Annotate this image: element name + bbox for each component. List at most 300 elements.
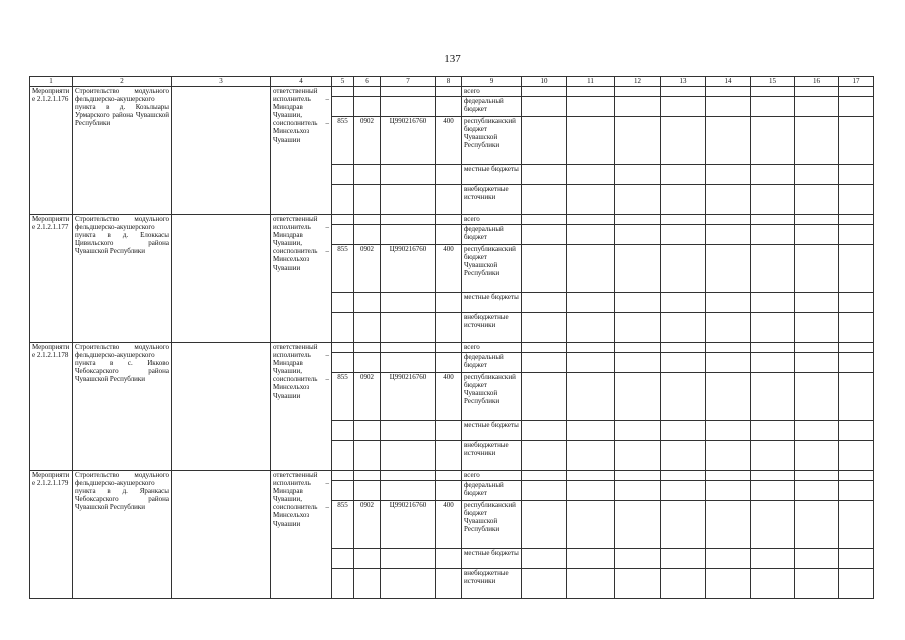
amount-cell-col11 bbox=[567, 117, 615, 165]
amount-cell-col17 bbox=[839, 569, 874, 599]
amount-cell-col16 bbox=[795, 481, 839, 501]
amount-cell-col11 bbox=[567, 313, 615, 343]
amount-cell-col14 bbox=[706, 353, 751, 373]
amount-cell-col14 bbox=[706, 313, 751, 343]
header-row bbox=[30, 77, 874, 87]
amount-cell-col14 bbox=[706, 165, 751, 185]
code-cell-empty bbox=[354, 569, 381, 599]
column-header-14: 14 bbox=[706, 77, 751, 87]
code-cell-empty bbox=[381, 421, 436, 441]
amount-cell-col10 bbox=[522, 225, 567, 245]
responsible-executor: ответственный исполнитель – Минздрав Чувашии, соисполнитель – Минсельхоз Чувашии bbox=[271, 343, 332, 471]
code-cell-empty bbox=[436, 225, 462, 245]
amount-cell-col11 bbox=[567, 165, 615, 185]
amount-cell-col15 bbox=[751, 185, 795, 215]
measure-id: Мероприятие 2.1.2.1.177 bbox=[30, 215, 73, 343]
amount-cell-col14 bbox=[706, 215, 751, 225]
amount-cell-col16 bbox=[795, 165, 839, 185]
financing-source: республиканский бюджет Чувашской Республики bbox=[462, 373, 522, 421]
amount-cell-col14 bbox=[706, 87, 751, 97]
amount-cell-col11 bbox=[567, 215, 615, 225]
amount-cell-col16 bbox=[795, 343, 839, 353]
financing-source: местные бюджеты bbox=[462, 165, 522, 185]
amount-cell-col14 bbox=[706, 225, 751, 245]
code-csr: Ц990216760 bbox=[381, 245, 436, 293]
code-cell-empty bbox=[354, 225, 381, 245]
amount-cell-col11 bbox=[567, 225, 615, 245]
code-cell-empty bbox=[436, 185, 462, 215]
amount-cell-col15 bbox=[751, 549, 795, 569]
amount-cell-col13 bbox=[661, 549, 706, 569]
code-cell-empty bbox=[354, 353, 381, 373]
code-cell-empty bbox=[354, 441, 381, 471]
amount-cell-col14 bbox=[706, 471, 751, 481]
amount-cell-col14 bbox=[706, 549, 751, 569]
table-row bbox=[30, 471, 874, 481]
amount-cell-col15 bbox=[751, 373, 795, 421]
amount-cell-col17 bbox=[839, 421, 874, 441]
amount-cell-col16 bbox=[795, 87, 839, 97]
amount-cell-col14 bbox=[706, 441, 751, 471]
amount-cell-col12 bbox=[615, 481, 661, 501]
amount-cell-col15 bbox=[751, 343, 795, 353]
amount-cell-col10 bbox=[522, 421, 567, 441]
code-cell-empty bbox=[436, 569, 462, 599]
code-rz-pr: 0902 bbox=[354, 245, 381, 293]
amount-cell-col15 bbox=[751, 471, 795, 481]
amount-cell-col17 bbox=[839, 97, 874, 117]
code-cell-empty bbox=[332, 481, 354, 501]
amount-cell-col11 bbox=[567, 481, 615, 501]
column-header-1: 1 bbox=[30, 77, 73, 87]
financing-source: внебюджетные источники bbox=[462, 441, 522, 471]
financing-source: всего bbox=[462, 87, 522, 97]
responsible-executor: ответственный исполнитель – Минздрав Чувашии, соисполнитель – Минсельхоз Чувашии bbox=[271, 215, 332, 343]
amount-cell-col10 bbox=[522, 549, 567, 569]
amount-cell-col10 bbox=[522, 353, 567, 373]
amount-cell-col13 bbox=[661, 225, 706, 245]
amount-cell-col17 bbox=[839, 549, 874, 569]
amount-cell-col11 bbox=[567, 501, 615, 549]
amount-cell-col11 bbox=[567, 549, 615, 569]
amount-cell-col15 bbox=[751, 117, 795, 165]
measure-name: Строительство модульного фельдшерско-акушерского пункта в д. Яранкасы Чебоксарского района Чувашской Республики bbox=[73, 471, 172, 599]
amount-cell-col11 bbox=[567, 471, 615, 481]
column-header-9: 9 bbox=[462, 77, 522, 87]
amount-cell-col16 bbox=[795, 185, 839, 215]
code-cell-empty bbox=[436, 471, 462, 481]
code-cell-empty bbox=[332, 215, 354, 225]
code-cell-empty bbox=[381, 481, 436, 501]
amount-cell-col12 bbox=[615, 185, 661, 215]
code-cell-empty bbox=[332, 549, 354, 569]
code-grbs: 855 bbox=[332, 501, 354, 549]
code-grbs: 855 bbox=[332, 245, 354, 293]
code-cell-empty bbox=[381, 165, 436, 185]
column-header-16: 16 bbox=[795, 77, 839, 87]
column-header-8: 8 bbox=[436, 77, 462, 87]
amount-cell-col15 bbox=[751, 293, 795, 313]
column-header-7: 7 bbox=[381, 77, 436, 87]
amount-cell-col10 bbox=[522, 117, 567, 165]
financing-source: республиканский бюджет Чувашской Республики bbox=[462, 117, 522, 165]
code-cell-empty bbox=[436, 293, 462, 313]
code-cell-empty bbox=[381, 97, 436, 117]
amount-cell-col15 bbox=[751, 97, 795, 117]
amount-cell-col13 bbox=[661, 441, 706, 471]
code-cell-empty bbox=[381, 343, 436, 353]
amount-cell-col10 bbox=[522, 569, 567, 599]
amount-cell-col17 bbox=[839, 245, 874, 293]
code-cell-empty bbox=[332, 87, 354, 97]
measure-col3 bbox=[172, 87, 271, 215]
measure-id: Мероприятие 2.1.2.1.179 bbox=[30, 471, 73, 599]
code-cell-empty bbox=[332, 293, 354, 313]
code-cell-empty bbox=[381, 87, 436, 97]
code-cell-empty bbox=[381, 441, 436, 471]
amount-cell-col17 bbox=[839, 343, 874, 353]
code-cell-empty bbox=[332, 313, 354, 343]
column-header-4: 4 bbox=[271, 77, 332, 87]
code-cell-empty bbox=[354, 185, 381, 215]
financing-source: всего bbox=[462, 471, 522, 481]
amount-cell-col13 bbox=[661, 293, 706, 313]
code-cell-empty bbox=[381, 293, 436, 313]
amount-cell-col14 bbox=[706, 481, 751, 501]
amount-cell-col13 bbox=[661, 215, 706, 225]
amount-cell-col16 bbox=[795, 569, 839, 599]
amount-cell-col10 bbox=[522, 471, 567, 481]
code-rz-pr: 0902 bbox=[354, 501, 381, 549]
amount-cell-col12 bbox=[615, 353, 661, 373]
amount-cell-col17 bbox=[839, 293, 874, 313]
financing-source: федеральный бюджет bbox=[462, 353, 522, 373]
amount-cell-col17 bbox=[839, 225, 874, 245]
code-cell-empty bbox=[332, 225, 354, 245]
table-row bbox=[30, 343, 874, 353]
amount-cell-col15 bbox=[751, 481, 795, 501]
amount-cell-col16 bbox=[795, 313, 839, 343]
table-row bbox=[30, 215, 874, 225]
amount-cell-col11 bbox=[567, 569, 615, 599]
code-vr: 400 bbox=[436, 117, 462, 165]
code-grbs: 855 bbox=[332, 373, 354, 421]
code-rz-pr: 0902 bbox=[354, 373, 381, 421]
amount-cell-col13 bbox=[661, 313, 706, 343]
amount-cell-col11 bbox=[567, 441, 615, 471]
financing-source: всего bbox=[462, 343, 522, 353]
amount-cell-col10 bbox=[522, 185, 567, 215]
code-cell-empty bbox=[354, 481, 381, 501]
code-cell-empty bbox=[381, 569, 436, 599]
column-header-2: 2 bbox=[73, 77, 172, 87]
code-cell-empty bbox=[332, 471, 354, 481]
amount-cell-col12 bbox=[615, 165, 661, 185]
amount-cell-col11 bbox=[567, 353, 615, 373]
amount-cell-col11 bbox=[567, 97, 615, 117]
amount-cell-col16 bbox=[795, 97, 839, 117]
amount-cell-col10 bbox=[522, 293, 567, 313]
amount-cell-col12 bbox=[615, 313, 661, 343]
amount-cell-col14 bbox=[706, 343, 751, 353]
amount-cell-col11 bbox=[567, 421, 615, 441]
amount-cell-col14 bbox=[706, 97, 751, 117]
amount-cell-col14 bbox=[706, 569, 751, 599]
amount-cell-col14 bbox=[706, 501, 751, 549]
amount-cell-col13 bbox=[661, 87, 706, 97]
financing-source: внебюджетные источники bbox=[462, 313, 522, 343]
financing-source: федеральный бюджет bbox=[462, 225, 522, 245]
amount-cell-col14 bbox=[706, 293, 751, 313]
code-cell-empty bbox=[436, 343, 462, 353]
amount-cell-col11 bbox=[567, 185, 615, 215]
code-cell-empty bbox=[381, 225, 436, 245]
amount-cell-col16 bbox=[795, 441, 839, 471]
amount-cell-col13 bbox=[661, 373, 706, 421]
column-header-5: 5 bbox=[332, 77, 354, 87]
code-cell-empty bbox=[332, 569, 354, 599]
financing-source: местные бюджеты bbox=[462, 293, 522, 313]
amount-cell-col12 bbox=[615, 441, 661, 471]
code-csr: Ц990216760 bbox=[381, 117, 436, 165]
amount-cell-col12 bbox=[615, 97, 661, 117]
code-cell-empty bbox=[332, 185, 354, 215]
amount-cell-col13 bbox=[661, 501, 706, 549]
financing-source: федеральный бюджет bbox=[462, 97, 522, 117]
code-cell-empty bbox=[436, 87, 462, 97]
amount-cell-col12 bbox=[615, 293, 661, 313]
program-measures-table bbox=[29, 76, 874, 599]
responsible-executor: ответственный исполнитель – Минздрав Чувашии, соисполнитель – Минсельхоз Чувашии bbox=[271, 87, 332, 215]
code-cell-empty bbox=[436, 353, 462, 373]
amount-cell-col16 bbox=[795, 245, 839, 293]
amount-cell-col17 bbox=[839, 185, 874, 215]
column-header-17: 17 bbox=[839, 77, 874, 87]
amount-cell-col15 bbox=[751, 353, 795, 373]
column-header-6: 6 bbox=[354, 77, 381, 87]
financing-source: федеральный бюджет bbox=[462, 481, 522, 501]
code-cell-empty bbox=[436, 165, 462, 185]
code-cell-empty bbox=[381, 185, 436, 215]
amount-cell-col15 bbox=[751, 569, 795, 599]
amount-cell-col15 bbox=[751, 421, 795, 441]
amount-cell-col12 bbox=[615, 245, 661, 293]
amount-cell-col10 bbox=[522, 343, 567, 353]
amount-cell-col17 bbox=[839, 353, 874, 373]
amount-cell-col12 bbox=[615, 549, 661, 569]
code-cell-empty bbox=[381, 215, 436, 225]
column-header-12: 12 bbox=[615, 77, 661, 87]
amount-cell-col17 bbox=[839, 501, 874, 549]
code-cell-empty bbox=[354, 87, 381, 97]
amount-cell-col10 bbox=[522, 165, 567, 185]
amount-cell-col17 bbox=[839, 87, 874, 97]
amount-cell-col12 bbox=[615, 501, 661, 549]
amount-cell-col10 bbox=[522, 313, 567, 343]
code-cell-empty bbox=[354, 343, 381, 353]
amount-cell-col12 bbox=[615, 569, 661, 599]
amount-cell-col14 bbox=[706, 245, 751, 293]
amount-cell-col14 bbox=[706, 117, 751, 165]
code-cell-empty bbox=[354, 549, 381, 569]
page-number: 137 bbox=[444, 53, 461, 65]
amount-cell-col12 bbox=[615, 87, 661, 97]
amount-cell-col17 bbox=[839, 117, 874, 165]
amount-cell-col13 bbox=[661, 481, 706, 501]
code-cell-empty bbox=[354, 313, 381, 343]
amount-cell-col14 bbox=[706, 421, 751, 441]
measure-col3 bbox=[172, 215, 271, 343]
financing-source: местные бюджеты bbox=[462, 421, 522, 441]
amount-cell-col10 bbox=[522, 441, 567, 471]
code-cell-empty bbox=[354, 421, 381, 441]
amount-cell-col16 bbox=[795, 471, 839, 481]
financing-source: республиканский бюджет Чувашской Республики bbox=[462, 501, 522, 549]
amount-cell-col12 bbox=[615, 215, 661, 225]
amount-cell-col10 bbox=[522, 245, 567, 293]
amount-cell-col13 bbox=[661, 569, 706, 599]
amount-cell-col15 bbox=[751, 245, 795, 293]
code-vr: 400 bbox=[436, 245, 462, 293]
column-header-13: 13 bbox=[661, 77, 706, 87]
amount-cell-col16 bbox=[795, 353, 839, 373]
code-cell-empty bbox=[436, 441, 462, 471]
amount-cell-col13 bbox=[661, 245, 706, 293]
column-header-15: 15 bbox=[751, 77, 795, 87]
code-cell-empty bbox=[436, 549, 462, 569]
measure-name: Строительство модульного фельдшерско-акушерского пункта в д. Елоккасы Цивильского района Чувашской Республики bbox=[73, 215, 172, 343]
amount-cell-col13 bbox=[661, 97, 706, 117]
code-cell-empty bbox=[436, 313, 462, 343]
financing-source: всего bbox=[462, 215, 522, 225]
amount-cell-col11 bbox=[567, 87, 615, 97]
measure-name: Строительство модульного фельдшерско-акушерского пункта в д. Козьлыары Урмарского района Чувашской Республики bbox=[73, 87, 172, 215]
code-cell-empty bbox=[381, 313, 436, 343]
amount-cell-col13 bbox=[661, 421, 706, 441]
code-cell-empty bbox=[354, 165, 381, 185]
financing-source: республиканский бюджет Чувашской Республики bbox=[462, 245, 522, 293]
financing-source: внебюджетные источники bbox=[462, 185, 522, 215]
amount-cell-col17 bbox=[839, 471, 874, 481]
table-row bbox=[30, 87, 874, 97]
amount-cell-col15 bbox=[751, 165, 795, 185]
financing-source: внебюджетные источники bbox=[462, 569, 522, 599]
amount-cell-col17 bbox=[839, 481, 874, 501]
amount-cell-col10 bbox=[522, 97, 567, 117]
amount-cell-col11 bbox=[567, 373, 615, 421]
column-header-3: 3 bbox=[172, 77, 271, 87]
code-cell-empty bbox=[436, 97, 462, 117]
table-header bbox=[30, 77, 874, 87]
amount-cell-col16 bbox=[795, 293, 839, 313]
amount-cell-col16 bbox=[795, 373, 839, 421]
code-cell-empty bbox=[332, 353, 354, 373]
measure-id: Мероприятие 2.1.2.1.176 bbox=[30, 87, 73, 215]
amount-cell-col16 bbox=[795, 421, 839, 441]
amount-cell-col11 bbox=[567, 343, 615, 353]
amount-cell-col12 bbox=[615, 421, 661, 441]
code-grbs: 855 bbox=[332, 117, 354, 165]
amount-cell-col13 bbox=[661, 343, 706, 353]
amount-cell-col10 bbox=[522, 215, 567, 225]
amount-cell-col16 bbox=[795, 117, 839, 165]
code-cell-empty bbox=[354, 293, 381, 313]
amount-cell-col17 bbox=[839, 441, 874, 471]
code-cell-empty bbox=[436, 215, 462, 225]
code-cell-empty bbox=[436, 481, 462, 501]
code-cell-empty bbox=[354, 215, 381, 225]
column-header-11: 11 bbox=[567, 77, 615, 87]
measure-col3 bbox=[172, 343, 271, 471]
measure-id: Мероприятие 2.1.2.1.178 bbox=[30, 343, 73, 471]
code-rz-pr: 0902 bbox=[354, 117, 381, 165]
amount-cell-col12 bbox=[615, 343, 661, 353]
code-cell-empty bbox=[332, 421, 354, 441]
financing-source: местные бюджеты bbox=[462, 549, 522, 569]
amount-cell-col15 bbox=[751, 225, 795, 245]
amount-cell-col13 bbox=[661, 117, 706, 165]
amount-cell-col16 bbox=[795, 549, 839, 569]
code-cell-empty bbox=[381, 353, 436, 373]
measure-col3 bbox=[172, 471, 271, 599]
code-cell-empty bbox=[332, 343, 354, 353]
amount-cell-col13 bbox=[661, 185, 706, 215]
amount-cell-col16 bbox=[795, 501, 839, 549]
amount-cell-col11 bbox=[567, 245, 615, 293]
amount-cell-col15 bbox=[751, 313, 795, 343]
code-cell-empty bbox=[354, 471, 381, 481]
amount-cell-col10 bbox=[522, 501, 567, 549]
code-csr: Ц990216760 bbox=[381, 373, 436, 421]
code-vr: 400 bbox=[436, 373, 462, 421]
code-csr: Ц990216760 bbox=[381, 501, 436, 549]
code-cell-empty bbox=[332, 97, 354, 117]
code-cell-empty bbox=[332, 165, 354, 185]
code-cell-empty bbox=[436, 421, 462, 441]
amount-cell-col11 bbox=[567, 293, 615, 313]
amount-cell-col13 bbox=[661, 353, 706, 373]
amount-cell-col12 bbox=[615, 117, 661, 165]
amount-cell-col15 bbox=[751, 501, 795, 549]
responsible-executor: ответственный исполнитель – Минздрав Чувашии, соисполнитель – Минсельхоз Чувашии bbox=[271, 471, 332, 599]
amount-cell-col17 bbox=[839, 313, 874, 343]
amount-cell-col17 bbox=[839, 215, 874, 225]
code-cell-empty bbox=[354, 97, 381, 117]
amount-cell-col15 bbox=[751, 441, 795, 471]
code-cell-empty bbox=[381, 549, 436, 569]
amount-cell-col15 bbox=[751, 215, 795, 225]
amount-cell-col16 bbox=[795, 225, 839, 245]
column-header-10: 10 bbox=[522, 77, 567, 87]
table-body bbox=[30, 87, 874, 599]
amount-cell-col10 bbox=[522, 87, 567, 97]
amount-cell-col13 bbox=[661, 471, 706, 481]
amount-cell-col14 bbox=[706, 185, 751, 215]
measure-name: Строительство модульного фельдшерско-акушерского пункта в с. Икково Чебоксарского района Чувашской Республики bbox=[73, 343, 172, 471]
amount-cell-col10 bbox=[522, 481, 567, 501]
code-cell-empty bbox=[332, 441, 354, 471]
amount-cell-col12 bbox=[615, 225, 661, 245]
amount-cell-col12 bbox=[615, 471, 661, 481]
code-vr: 400 bbox=[436, 501, 462, 549]
amount-cell-col14 bbox=[706, 373, 751, 421]
amount-cell-col16 bbox=[795, 215, 839, 225]
amount-cell-col12 bbox=[615, 373, 661, 421]
amount-cell-col15 bbox=[751, 87, 795, 97]
amount-cell-col10 bbox=[522, 373, 567, 421]
amount-cell-col17 bbox=[839, 373, 874, 421]
amount-cell-col13 bbox=[661, 165, 706, 185]
